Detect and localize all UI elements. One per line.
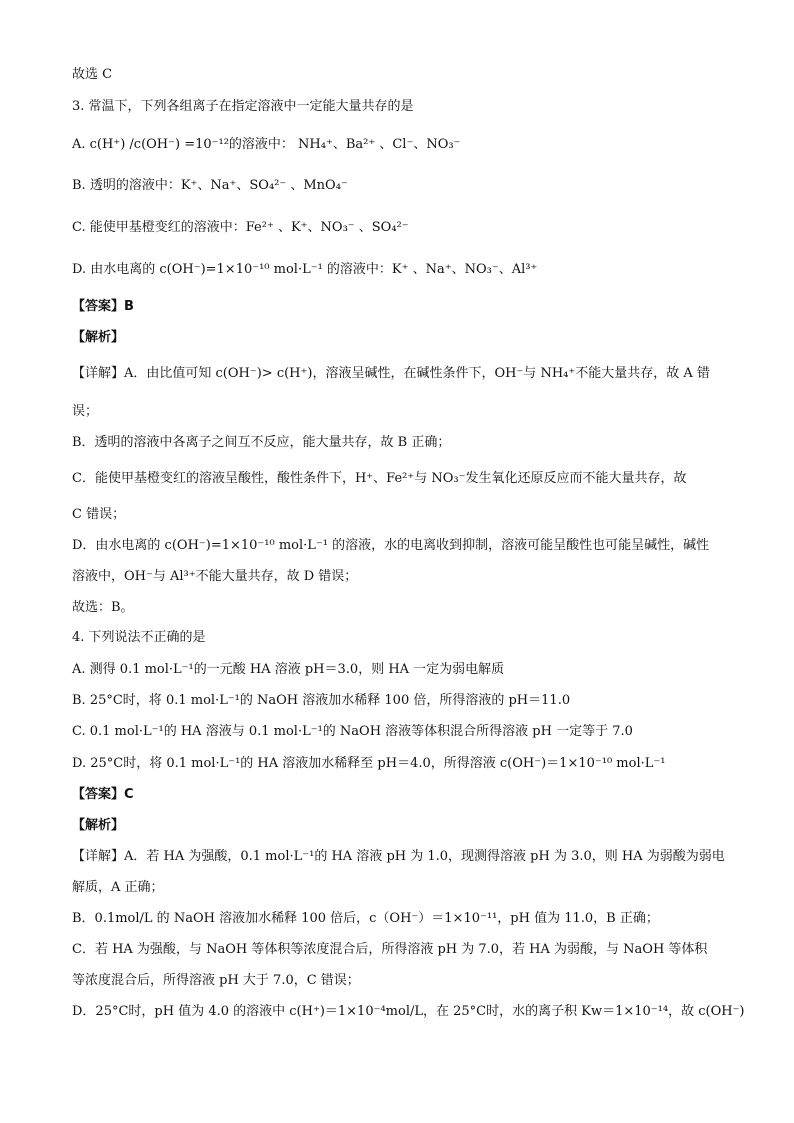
q4-analysis-heading: 【解析】 [72,818,125,833]
q4-option-a: A. 测得 0.1 mol·L⁻¹的一元酸 HA 溶液 pH＝3.0，则 HA 一定为弱电解质 [72,662,505,677]
q3-option-c: C. 能使甲基橙变红的溶液中：Fe²⁺ 、K⁺、NO₃⁻ 、SO₄²⁻ [72,220,409,235]
q4-answer: 【答案】C [72,787,134,802]
prev-answer-line: 故选 C [72,67,113,82]
q4-stem: 4. 下列说法不正确的是 [72,630,206,645]
q4-option-b: B. 25°C时，将 0.1 mol·L⁻¹的 NaOH 溶液加水稀释 100 倍，所得溶液的 pH＝11.0 [72,693,571,708]
q3-stem: 3. 常温下，下列各组离子在指定溶液中一定能大量共存的是 [72,99,414,114]
q3-option-b: B. 透明的溶液中：K⁺、Na⁺、SO₄²⁻ 、MnO₄⁻ [72,178,348,193]
q3-detail-line: C．能使甲基橙变红的溶液呈酸性，酸性条件下，H⁺、Fe²⁺与 NO₃⁻发生氧化还原反应而不能大量共存，故 [72,471,687,486]
q4-detail-line: D．25°C时，pH 值为 4.0 的溶液中 c(H⁺)＝1×10⁻⁴mol/L，在 25°C时，水的离子积 Kw＝1×10⁻¹⁴，故 c(OH⁻) [72,1004,745,1019]
q4-option-c: C. 0.1 mol·L⁻¹的 HA 溶液与 0.1 mol·L⁻¹的 NaOH 溶液等体积混合所得溶液 pH 一定等于 7.0 [72,724,633,739]
q3-detail-line: 溶液中，OH⁻与 Al³⁺不能大量共存，故 D 错误； [72,569,358,584]
q3-analysis-heading: 【解析】 [72,330,125,345]
q4-detail-line: 解质，A 正确； [72,880,164,895]
q3-conclusion: 故选：B。 [72,600,134,615]
q4-option-d: D. 25°C时，将 0.1 mol·L⁻¹的 HA 溶液加水稀释至 pH＝4.0，所得溶液 c(OH⁻)＝1×10⁻¹⁰ mol·L⁻¹ [72,756,666,771]
q3-detail-line: 误； [72,404,99,419]
q3-detail-line: D．由水电离的 c(OH⁻)=1×10⁻¹⁰ mol·L⁻¹ 的溶液，水的电离收到抑制，溶液可能呈酸性也可能呈碱性，碱性 [72,538,710,553]
q3-detail-line: 【详解】A．由比值可知 c(OH⁻)> c(H⁺)，溶液呈碱性，在碱性条件下，OH⁻与 NH₄⁺不能大量共存，故 A 错 [72,366,710,381]
q3-detail-line: C 错误； [72,507,126,522]
q3-detail-line: B．透明的溶液中各离子之间互不反应，能大量共存，故 B 正确； [72,435,451,450]
q3-option-d: D. 由水电离的 c(OH⁻)=1×10⁻¹⁰ mol·L⁻¹ 的溶液中：K⁺ 、Na⁺、NO₃⁻、Al³⁺ [72,262,538,277]
q4-detail-line: 等浓度混合后，所得溶液 pH 大于 7.0，C 错误； [72,973,360,988]
q4-detail-line: B．0.1mol/L 的 NaOH 溶液加水稀释 100 倍后，c（OH⁻）＝1×10⁻¹¹，pH 值为 11.0，B 正确； [72,911,659,926]
q3-answer: 【答案】B [72,299,134,314]
q4-detail-line: C．若 HA 为强酸，与 NaOH 等体积等浓度混合后，所得溶液 pH 为 7.0，若 HA 为弱酸，与 NaOH 等体积 [72,942,708,957]
q3-option-a: A. c(H⁺) /c(OH⁻) =10⁻¹²的溶液中： NH₄⁺、Ba²⁺ 、Cl⁻、NO₃⁻ [72,137,461,152]
q4-detail-line: 【详解】A．若 HA 为强酸，0.1 mol·L⁻¹的 HA 溶液 pH 为 1.0，现测得溶液 pH 为 3.0，则 HA 为弱酸为弱电 [72,849,725,864]
